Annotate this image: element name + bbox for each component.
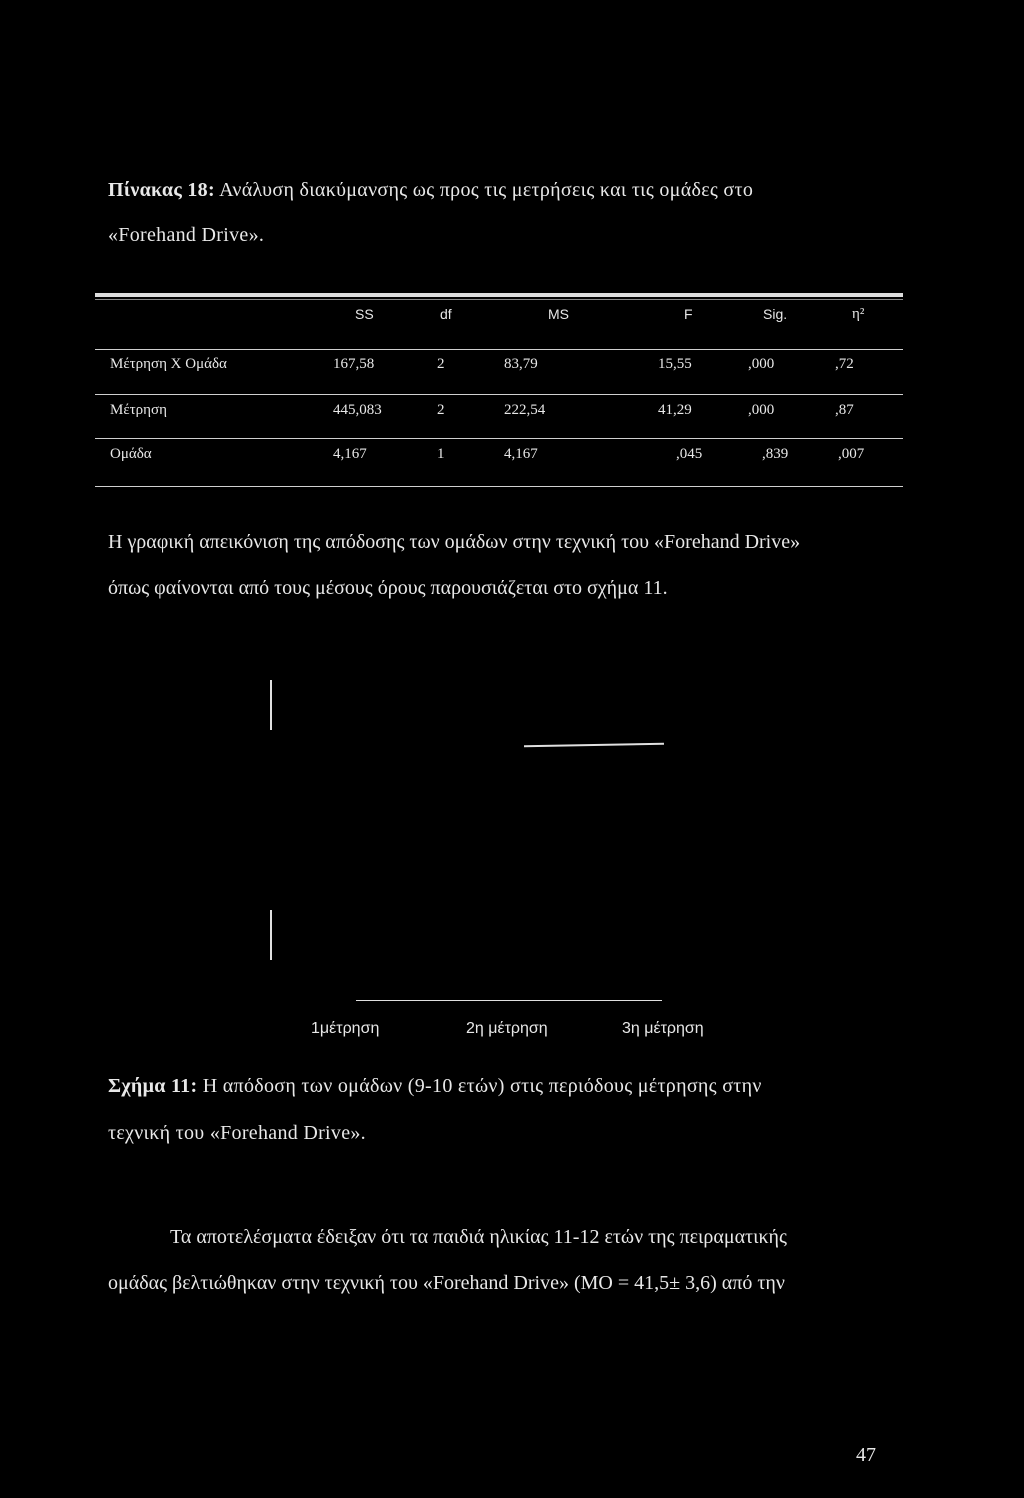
- cell-eta: ,007: [838, 446, 865, 462]
- cell-ms: 4,167: [504, 446, 538, 462]
- results-paragraph: [108, 1214, 908, 1306]
- y-axis-segment-bottom: [270, 910, 272, 960]
- table-caption-label: Πίνακας 18:: [108, 179, 215, 201]
- row-label: Ομάδα: [110, 446, 152, 462]
- cell-sig: ,000: [748, 356, 775, 372]
- cell-f: 15,55: [658, 356, 692, 372]
- cell-ms: 222,54: [504, 402, 546, 418]
- row-label: Μέτρηση: [110, 402, 167, 418]
- cell-sig: ,839: [762, 446, 789, 462]
- cell-df: 1: [437, 446, 445, 462]
- intro-line-2: όπως φαίνονται από τους μέσους όρους παρουσιάζεται στο σχήμα 11.: [108, 577, 668, 599]
- cell-df: 2: [437, 402, 445, 418]
- y-axis-segment-top: [270, 680, 272, 730]
- figure-caption-label: Σχήμα 11:: [108, 1075, 198, 1097]
- table-row: [0, 356, 1024, 378]
- x-tick-label: 2η μέτρηση: [466, 1020, 548, 1037]
- table-top-rule: [95, 293, 903, 297]
- header-ss: SS: [355, 306, 374, 322]
- intro-paragraph: [108, 519, 888, 611]
- table-top-rule-thin: [95, 299, 903, 300]
- cell-f: 41,29: [658, 402, 692, 418]
- table-bottom-rule: [95, 486, 903, 487]
- header-sig: Sig.: [763, 306, 788, 322]
- table-caption-text-2: «Forehand Drive».: [108, 224, 265, 246]
- table-caption-text: Ανάλυση διακύμανσης ως προς τις μετρήσεις και τις ομάδες στο: [214, 179, 754, 201]
- cell-f: ,045: [676, 446, 703, 462]
- x-tick-label: 3η μέτρηση: [622, 1020, 704, 1037]
- header-eta: η²: [852, 306, 865, 322]
- x-tick-label: 1μέτρηση: [311, 1020, 380, 1037]
- cell-sig: ,000: [748, 402, 775, 418]
- cell-ss: 167,58: [333, 356, 375, 372]
- table-caption: [108, 168, 888, 258]
- header-f: F: [684, 306, 693, 322]
- figure-caption-text-2: τεχνική του «Forehand Drive».: [108, 1122, 366, 1144]
- series-line: [524, 743, 664, 747]
- cell-df: 2: [437, 356, 445, 372]
- figure-caption-text: Η απόδοση των ομάδων (9-10 ετών) στις περιόδους μέτρησης στην: [197, 1075, 762, 1097]
- cell-ss: 445,083: [333, 402, 382, 418]
- table-row: [0, 402, 1024, 424]
- table-header-row: [0, 306, 1024, 328]
- cell-ss: 4,167: [333, 446, 367, 462]
- header-df: df: [440, 306, 452, 322]
- cell-eta: ,72: [835, 356, 854, 372]
- figure-caption: [108, 1063, 888, 1157]
- results-line-1: Τα αποτελέσματα έδειξαν ότι τα παιδιά ηλικίας 11-12 ετών της πειραματικής: [170, 1226, 787, 1248]
- table-row-rule: [95, 394, 903, 395]
- intro-line-1: Η γραφική απεικόνιση της απόδοσης των ομάδων στην τεχνική του «Forehand Drive»: [108, 531, 801, 553]
- table-row-rule: [95, 438, 903, 439]
- page-number: 47: [856, 1444, 876, 1466]
- cell-ms: 83,79: [504, 356, 538, 372]
- row-label: Μέτρηση Χ Ομάδα: [110, 356, 227, 372]
- x-axis: [356, 1000, 662, 1001]
- table-row: [0, 446, 1024, 468]
- results-line-2: ομάδας βελτιώθηκαν στην τεχνική του «Forehand Drive» (ΜΟ = 41,5± 3,6) από την: [108, 1272, 785, 1294]
- cell-eta: ,87: [835, 402, 854, 418]
- header-ms: MS: [548, 306, 569, 322]
- table-header-rule: [95, 349, 903, 350]
